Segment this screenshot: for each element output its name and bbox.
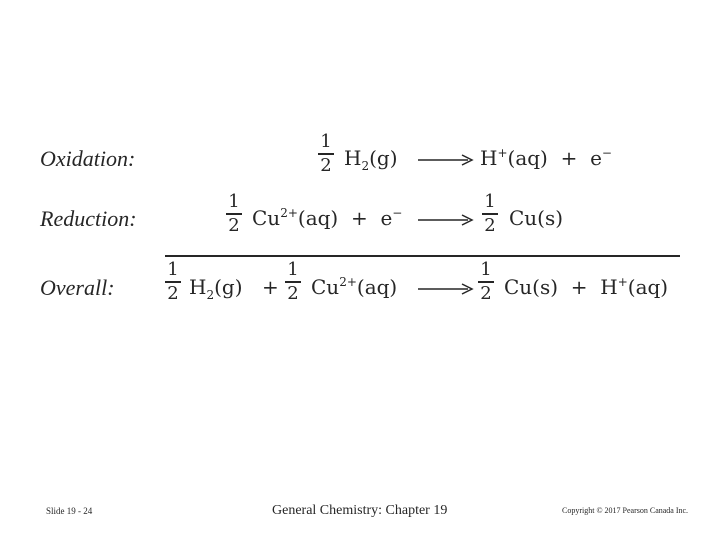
reaction-arrow-icon	[418, 154, 474, 166]
oxidation-products: H+(aq) + e−	[480, 146, 612, 170]
reduction-reactants: $Cu^{2+}(aq) + e^-$	[252, 206, 403, 230]
reduction-product: Cu(s)	[509, 206, 564, 230]
fraction-one-half	[478, 261, 494, 303]
fraction-numerator: 1	[320, 131, 332, 152]
fraction-one-half	[226, 193, 242, 235]
overall-plus: +	[262, 275, 279, 299]
fraction-numerator: 1	[287, 259, 299, 280]
reduction-label: Reduction:	[40, 206, 137, 231]
fraction-numerator: 1	[228, 191, 240, 212]
fraction-denominator: 2	[228, 214, 240, 236]
fraction-denominator: 2	[287, 282, 299, 304]
reaction-arrow-icon	[418, 214, 474, 226]
slide-number: Slide 19 - 24	[46, 506, 93, 516]
footer-title: General Chemistry: Chapter 19	[272, 503, 448, 518]
fraction-numerator: 1	[484, 191, 496, 212]
overall-products: Cu(s) + H+(aq)	[504, 275, 669, 299]
reaction-arrow-icon	[418, 283, 474, 295]
overall-reactant-h2: $H_2(g)$	[189, 275, 243, 302]
fraction-denominator: 2	[167, 282, 179, 304]
oxidation-reactant: $H_2(g)$	[344, 146, 398, 173]
fraction-numerator: 1	[480, 259, 492, 280]
fraction-numerator: 1	[167, 259, 179, 280]
fraction-denominator: 2	[480, 282, 492, 304]
fraction-one-half	[285, 261, 301, 303]
fraction-one-half	[482, 193, 498, 235]
copyright: Copyright © 2017 Pearson Canada Inc.	[562, 506, 689, 515]
overall-reactant-cu: $Cu^{2+}(aq)$	[311, 275, 398, 299]
oxidation-label: Oxidation:	[40, 146, 136, 171]
sum-divider-line	[165, 255, 680, 257]
fraction-one-half	[318, 133, 334, 175]
overall-label: Overall:	[40, 275, 115, 300]
fraction-denominator: 2	[320, 154, 332, 176]
fraction-denominator: 2	[484, 214, 496, 236]
fraction-one-half	[165, 261, 181, 303]
